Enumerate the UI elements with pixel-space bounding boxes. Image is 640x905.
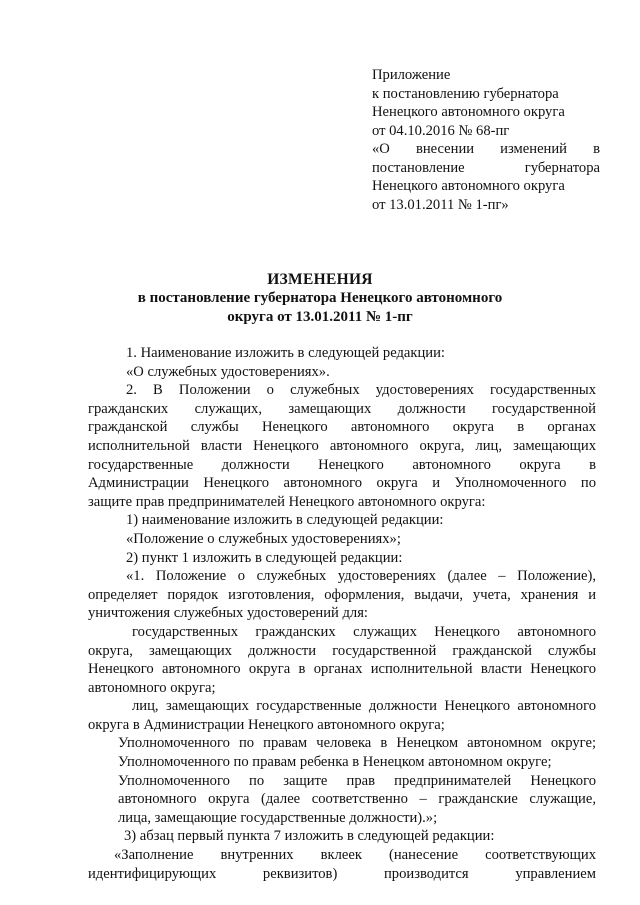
body-line: округа в Администрации Ненецкого автономного округа;: [88, 716, 445, 733]
body-line: «О служебных удостоверениях».: [126, 363, 330, 380]
body-line: 2. В Положении о служебных удостоверениях государственных: [126, 382, 596, 399]
appendix-line: «О внесении изменений в: [372, 141, 600, 157]
body-line: автономного округа (далее соответственно – гражданские служащие,: [118, 791, 596, 808]
body-line: защите прав предпринимателей Ненецкого автономного округа:: [88, 493, 486, 510]
body-line: «Положение о служебных удостоверениях»;: [126, 530, 401, 547]
body-line: определяет порядок изготовления, оформления, выдачи, учета, хранения и: [88, 586, 596, 603]
appendix-block: [372, 66, 600, 214]
body-line: Уполномоченного по правам человека в Ненецком автономном округе;: [118, 735, 596, 752]
appendix-line: от 04.10.2016 № 68-пг: [372, 122, 510, 139]
body-line: лица, замещающие государственные должности).»;: [118, 809, 438, 826]
body-line: исполнительной власти Ненецкого автономного округа, лиц, замещающих: [88, 437, 596, 454]
appendix-line: Ненецкого автономного округа: [372, 178, 565, 194]
body-line: идентифицирующих реквизитов) производится управлением: [88, 865, 596, 882]
body-line: «Заполнение внутренних вклеек (нанесение соответствующих: [114, 847, 596, 864]
appendix-line: к постановлению губернатора: [372, 85, 559, 102]
title-line: округа от 13.01.2011 № 1-пг: [227, 309, 413, 325]
body-line: государственных гражданских служащих Ненецкого автономного: [132, 623, 596, 640]
body-line: гражданских служащих, замещающих должности государственной: [88, 400, 596, 417]
body-line: Администрации Ненецкого автономного округа и Уполномоченного по: [88, 475, 596, 492]
body-line: Уполномоченного по защите прав предпринимателей Ненецкого: [118, 772, 596, 789]
appendix-line: постановление губернатора: [372, 159, 600, 176]
title-heading: ИЗМЕНЕНИЯ: [267, 271, 373, 288]
body-line: 1. Наименование изложить в следующей редакции:: [126, 345, 445, 361]
body-line: 1) наименование изложить в следующей редакции:: [126, 512, 444, 529]
body-line: гражданской службы Ненецкого автономного округа в органах: [88, 419, 596, 436]
body-line: «1. Положение о служебных удостоверениях (далее – Положение),: [126, 568, 596, 585]
body-line: автономного округа;: [88, 679, 216, 696]
document-title: [0, 270, 640, 327]
appendix-line: Приложение: [372, 67, 451, 83]
document-body: [88, 344, 596, 883]
body-line: уничтожения служебных удостоверений для:: [88, 605, 368, 622]
appendix-line: от 13.01.2011 № 1-пг»: [372, 196, 509, 213]
appendix-line: Ненецкого автономного округа: [372, 104, 565, 120]
body-line: лиц, замещающих государственные должности Ненецкого автономного: [132, 698, 596, 715]
body-line: Уполномоченного по правам ребенка в Ненецком автономном округе;: [118, 754, 552, 771]
body-line: Ненецкого автономного округа в органах исполнительной власти Ненецкого: [88, 661, 596, 678]
body-line: округа, замещающих должности государственной гражданской службы: [88, 642, 596, 659]
body-line: 3) абзац первый пункта 7 изложить в следующей редакции:: [124, 828, 495, 845]
body-line: государственные должности Ненецкого автономного округа в: [88, 456, 596, 473]
body-line: 2) пункт 1 изложить в следующей редакции:: [126, 549, 403, 566]
title-line: в постановление губернатора Ненецкого автономного: [137, 290, 503, 306]
